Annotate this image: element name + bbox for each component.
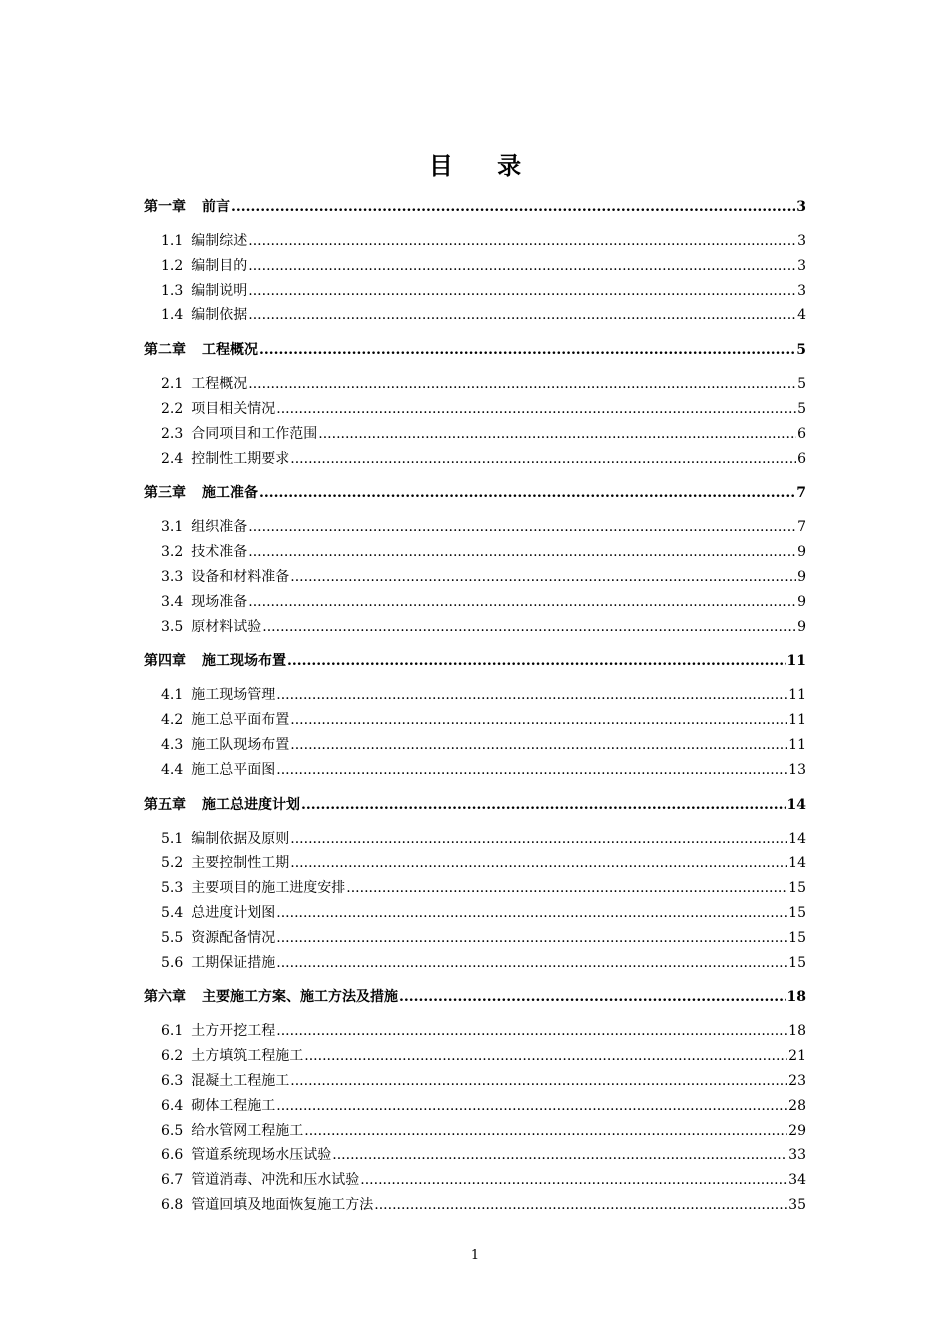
section-page-number: 34 (788, 1172, 806, 1189)
toc-section-entry[interactable] (144, 734, 806, 759)
chapter-number: 第六章 (144, 989, 186, 1006)
section-title: 施工总平面布置 (191, 712, 290, 729)
section-title: 编制目的 (191, 257, 248, 274)
dot-leader (276, 955, 787, 971)
section-number: 3.4 (161, 593, 184, 610)
section-title: 主要项目的施工进度安排 (191, 880, 346, 897)
toc-section-entry[interactable] (144, 541, 806, 566)
toc-section-entry[interactable] (144, 516, 806, 541)
section-page-number: 9 (797, 568, 806, 585)
dot-leader (248, 544, 796, 560)
toc-chapter-entry[interactable] (144, 986, 806, 1010)
toc-section-entry[interactable] (144, 684, 806, 709)
section-title: 工程概况 (191, 376, 248, 393)
dot-leader (301, 797, 786, 813)
section-title: 总进度计划图 (191, 904, 276, 921)
section-number: 6.7 (161, 1172, 184, 1189)
section-title: 现场准备 (191, 593, 248, 610)
toc-section-entry[interactable] (144, 448, 806, 473)
section-number: 4.2 (161, 712, 184, 729)
section-page-number: 9 (797, 618, 806, 635)
section-number: 3.1 (161, 519, 184, 536)
dot-leader (276, 1098, 787, 1114)
section-number: 1.3 (161, 282, 184, 299)
section-page-number: 23 (788, 1072, 806, 1089)
dot-leader (276, 762, 787, 778)
dot-leader (248, 519, 796, 535)
dot-leader (276, 930, 787, 946)
toc-section-entry[interactable] (144, 759, 806, 784)
section-number: 5.6 (161, 954, 184, 971)
toc-section-entry[interactable] (144, 255, 806, 280)
section-number: 6.2 (161, 1048, 184, 1065)
toc-section-entry[interactable] (144, 1144, 806, 1169)
chapter-number: 第五章 (144, 796, 186, 813)
section-number: 2.3 (161, 425, 184, 442)
section-page-number: 9 (797, 544, 806, 561)
section-page-number: 6 (797, 425, 806, 442)
section-page-number: 14 (788, 855, 806, 872)
page-number: 1 (470, 1248, 480, 1263)
section-title: 组织准备 (191, 519, 248, 536)
section-title: 编制说明 (191, 282, 248, 299)
section-number: 5.1 (161, 830, 184, 847)
section-title: 管道消毒、冲洗和压水试验 (191, 1172, 360, 1189)
section-page-number: 15 (788, 954, 806, 971)
section-number: 1.2 (161, 257, 184, 274)
dot-leader (290, 569, 796, 585)
section-title: 编制综述 (191, 233, 248, 249)
dot-leader (346, 880, 787, 896)
section-number: 6.4 (161, 1097, 184, 1114)
section-number: 4.1 (161, 687, 184, 704)
section-number: 4.4 (161, 761, 184, 778)
toc-section-entry[interactable] (144, 398, 806, 423)
dot-leader (374, 1197, 787, 1213)
toc-section-entry[interactable] (144, 852, 806, 877)
section-page-number: 4 (797, 307, 806, 324)
chapter-page-number: 14 (786, 796, 806, 813)
section-number: 2.4 (161, 450, 184, 467)
section-page-number: 11 (788, 687, 806, 704)
toc-section-entry[interactable] (144, 1020, 806, 1045)
section-page-number: 7 (797, 519, 806, 536)
section-title: 工期保证措施 (191, 954, 276, 971)
section-page-number: 15 (788, 880, 806, 897)
table-of-contents (144, 196, 806, 1219)
chapter-number: 第二章 (144, 342, 186, 359)
dot-leader (259, 485, 795, 501)
section-number: 3.5 (161, 618, 184, 635)
toc-section-entry[interactable] (144, 1045, 806, 1070)
toc-section-entry[interactable] (144, 1095, 806, 1120)
section-title: 土方开挖工程 (191, 1023, 276, 1040)
section-page-number: 5 (797, 400, 806, 417)
section-number: 6.6 (161, 1147, 184, 1164)
section-number: 1.1 (161, 233, 184, 249)
section-title: 施工队现场布置 (191, 736, 290, 753)
toc-section-entry[interactable] (144, 304, 806, 329)
section-page-number: 3 (797, 233, 806, 249)
section-title: 控制性工期要求 (191, 450, 290, 467)
section-page-number: 6 (797, 450, 806, 467)
dot-leader (290, 831, 787, 847)
section-number: 2.1 (161, 376, 184, 393)
chapter-title: 施工现场布置 (202, 653, 286, 670)
dot-leader (332, 1147, 787, 1163)
section-title: 施工总平面图 (191, 761, 276, 778)
section-page-number: 21 (788, 1048, 806, 1065)
section-title: 项目相关情况 (191, 400, 276, 417)
section-title: 施工现场管理 (191, 687, 276, 704)
section-number: 2.2 (161, 400, 184, 417)
section-page-number: 3 (797, 257, 806, 274)
section-page-number: 35 (788, 1196, 806, 1213)
section-title: 给水管网工程施工 (191, 1122, 304, 1139)
dot-leader (276, 905, 787, 921)
chapter-page-number: 5 (796, 342, 806, 359)
toc-section-entry[interactable] (144, 709, 806, 734)
section-number: 1.4 (161, 307, 184, 324)
dot-leader (290, 737, 787, 753)
dot-leader (262, 619, 796, 635)
chapter-title: 施工总进度计划 (202, 796, 300, 813)
chapter-title: 工程概况 (202, 342, 258, 359)
dot-leader (360, 1172, 787, 1188)
dot-leader (399, 989, 786, 1005)
toc-section-entry[interactable] (144, 423, 806, 448)
dot-leader (276, 1023, 787, 1039)
chapter-page-number: 18 (786, 989, 806, 1006)
toc-section-entry[interactable] (144, 877, 806, 902)
section-number: 5.2 (161, 855, 184, 872)
toc-section-entry[interactable] (144, 566, 806, 591)
section-number: 6.8 (161, 1196, 184, 1213)
dot-leader (231, 199, 795, 215)
dot-leader (259, 342, 795, 358)
chapter-title: 主要施工方案、施工方法及措施 (202, 989, 398, 1006)
toc-chapter-entry[interactable] (144, 482, 806, 506)
dot-leader (287, 653, 786, 669)
toc-section-entry[interactable] (144, 1070, 806, 1095)
chapter-title: 前言 (202, 199, 230, 215)
section-number: 5.5 (161, 929, 184, 946)
section-page-number: 18 (788, 1023, 806, 1040)
section-page-number: 5 (797, 376, 806, 393)
dot-leader (318, 426, 796, 442)
toc-section-entry[interactable] (144, 902, 806, 927)
toc-section-entry[interactable] (144, 373, 806, 398)
section-title: 管道系统现场水压试验 (191, 1147, 332, 1164)
toc-chapter-entry[interactable] (144, 196, 806, 220)
section-title: 编制依据 (191, 307, 248, 324)
toc-chapter-entry[interactable] (144, 339, 806, 363)
dot-leader (248, 233, 796, 249)
section-page-number: 29 (788, 1122, 806, 1139)
section-page-number: 15 (788, 929, 806, 946)
section-number: 5.3 (161, 880, 184, 897)
dot-leader (304, 1123, 787, 1139)
dot-leader (290, 451, 796, 467)
section-number: 3.2 (161, 544, 184, 561)
dot-leader (248, 283, 796, 299)
section-title: 土方填筑工程施工 (191, 1048, 304, 1065)
page-title: 目 录 (428, 151, 540, 180)
toc-section-entry[interactable] (144, 1194, 806, 1219)
section-title: 设备和材料准备 (191, 568, 290, 585)
toc-section-entry[interactable] (144, 230, 806, 255)
chapter-page-number: 7 (796, 485, 806, 502)
section-title: 主要控制性工期 (191, 855, 290, 872)
toc-section-entry[interactable] (144, 616, 806, 641)
section-page-number: 14 (788, 830, 806, 847)
chapter-number: 第三章 (144, 485, 186, 502)
section-title: 资源配备情况 (191, 929, 276, 946)
section-page-number: 28 (788, 1097, 806, 1114)
section-number: 3.3 (161, 568, 184, 585)
toc-section-entry[interactable] (144, 591, 806, 616)
dot-leader (304, 1048, 787, 1064)
dot-leader (248, 307, 796, 323)
section-number: 6.3 (161, 1072, 184, 1089)
section-title: 原材料试验 (191, 618, 262, 635)
section-number: 6.5 (161, 1122, 184, 1139)
toc-section-entry[interactable] (144, 1120, 806, 1145)
chapter-page-number: 11 (786, 653, 806, 670)
dot-leader (290, 712, 787, 728)
section-page-number: 33 (788, 1147, 806, 1164)
dot-leader (290, 855, 787, 871)
section-number: 6.1 (161, 1023, 184, 1040)
toc-chapter-entry[interactable] (144, 650, 806, 674)
section-page-number: 9 (797, 593, 806, 610)
chapter-title: 施工准备 (202, 485, 258, 502)
section-title: 砌体工程施工 (191, 1097, 276, 1114)
toc-section-entry[interactable] (144, 1169, 806, 1194)
toc-chapter-entry[interactable] (144, 794, 806, 818)
section-title: 技术准备 (191, 544, 248, 561)
section-title: 合同项目和工作范围 (191, 425, 318, 442)
toc-section-entry[interactable] (144, 828, 806, 853)
toc-section-entry[interactable] (144, 952, 806, 977)
toc-section-entry[interactable] (144, 927, 806, 952)
chapter-number: 第四章 (144, 653, 186, 670)
dot-leader (276, 401, 796, 417)
section-title: 混凝土工程施工 (191, 1072, 290, 1089)
dot-leader (248, 258, 796, 274)
section-page-number: 11 (788, 736, 806, 753)
section-title: 编制依据及原则 (191, 830, 290, 847)
section-number: 4.3 (161, 736, 184, 753)
chapter-page-number: 3 (796, 199, 806, 215)
dot-leader (276, 687, 787, 703)
section-page-number: 13 (788, 761, 806, 778)
chapter-number: 第一章 (144, 199, 186, 215)
toc-section-entry[interactable] (144, 280, 806, 305)
section-title: 管道回填及地面恢复施工方法 (191, 1196, 374, 1213)
dot-leader (248, 376, 796, 392)
dot-leader (248, 594, 796, 610)
dot-leader (290, 1073, 787, 1089)
section-page-number: 15 (788, 904, 806, 921)
section-number: 5.4 (161, 904, 184, 921)
section-page-number: 11 (788, 712, 806, 729)
section-page-number: 3 (797, 282, 806, 299)
